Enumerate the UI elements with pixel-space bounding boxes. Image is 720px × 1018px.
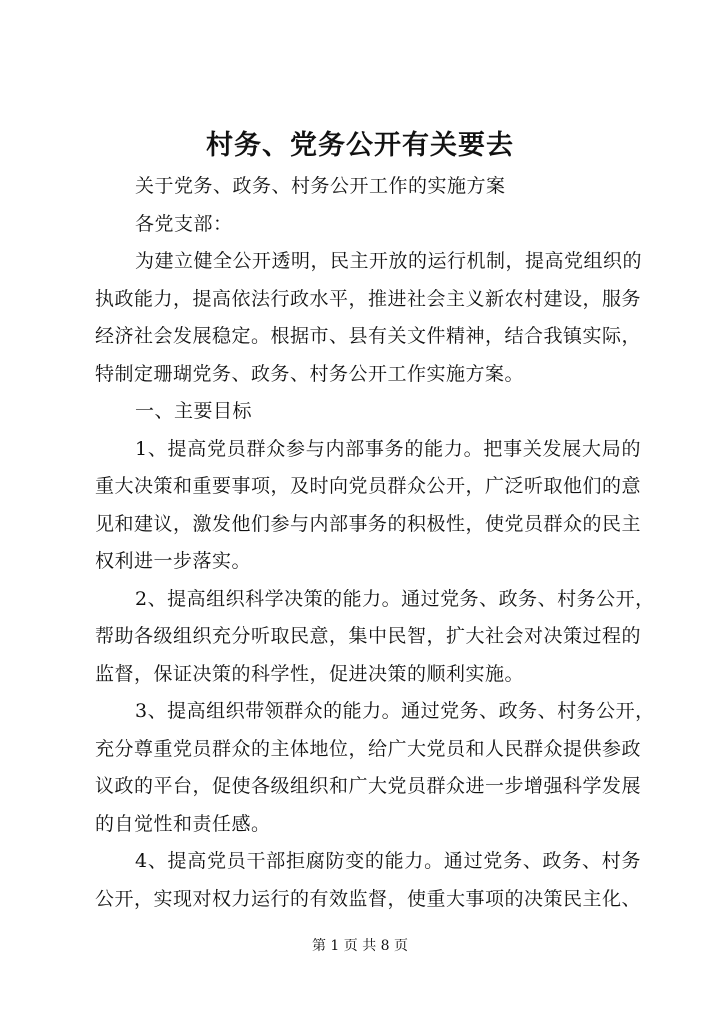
paragraph-line: 见和建议，激发他们参与内部事务的积极性，使党员群众的民主 [95,512,642,535]
paragraph-line: 监督，保证决策的科学性，促进决策的顺利实施。 [95,662,525,685]
document-title: 村务、党务公开有关要去 [206,130,514,161]
paragraph-line: 公开，实现对权力运行的有效监督，使重大事项的决策民主化、 [95,887,642,910]
paragraph-line: 帮助各级组织充分听取民意，集中民智，扩大社会对决策过程的 [95,625,642,647]
paragraph-line: 特制定珊瑚党务、政务、村务公开工作实施方案。 [95,362,525,385]
paragraph-line: 经济社会发展稳定。根据市、县有关文件精神，结合我镇实际， [95,325,642,347]
section-heading: 一、主要目标 [135,400,253,422]
subtitle-line: 关于党务、政务、村务公开工作的实施方案 [135,175,506,197]
paragraph-line: 重大决策和重要事项，及时向党员群众公开，广泛听取他们的意 [95,475,642,497]
paragraph-line: 1、提高党员群众参与内部事务的能力。把事关发展大局的 [135,437,641,460]
document-body [95,168,655,918]
paragraph-line: 2、提高组织科学决策的能力。通过党务、政务、村务公开， [135,587,655,610]
paragraph-line: 为建立健全公开透明，民主开放的运行机制，提高党组织的 [135,250,643,272]
paragraph-line: 权利进一步落实。 [95,550,252,572]
paragraph-line: 议政的平台，促使各级组织和广大党员群众进一步增强科学发展 [95,775,642,797]
paragraph-line: 4、提高党员干部拒腐防变的能力。通过党务、政务、村务 [135,850,641,872]
salutation-line: 各党支部： [135,212,233,235]
paragraph-line: 3、提高组织带领群众的能力。通过党务、政务、村务公开， [135,700,655,722]
paragraph-line: 充分尊重党员群众的主体地位，给广大党员和人民群众提供参政 [95,737,642,760]
page-indicator: 第 1 页 共 8 页 [311,938,409,954]
paragraph-line: 的自觉性和责任感。 [95,812,271,835]
paragraph-line: 执政能力，提高依法行政水平，推进社会主义新农村建设，服务 [95,287,642,310]
